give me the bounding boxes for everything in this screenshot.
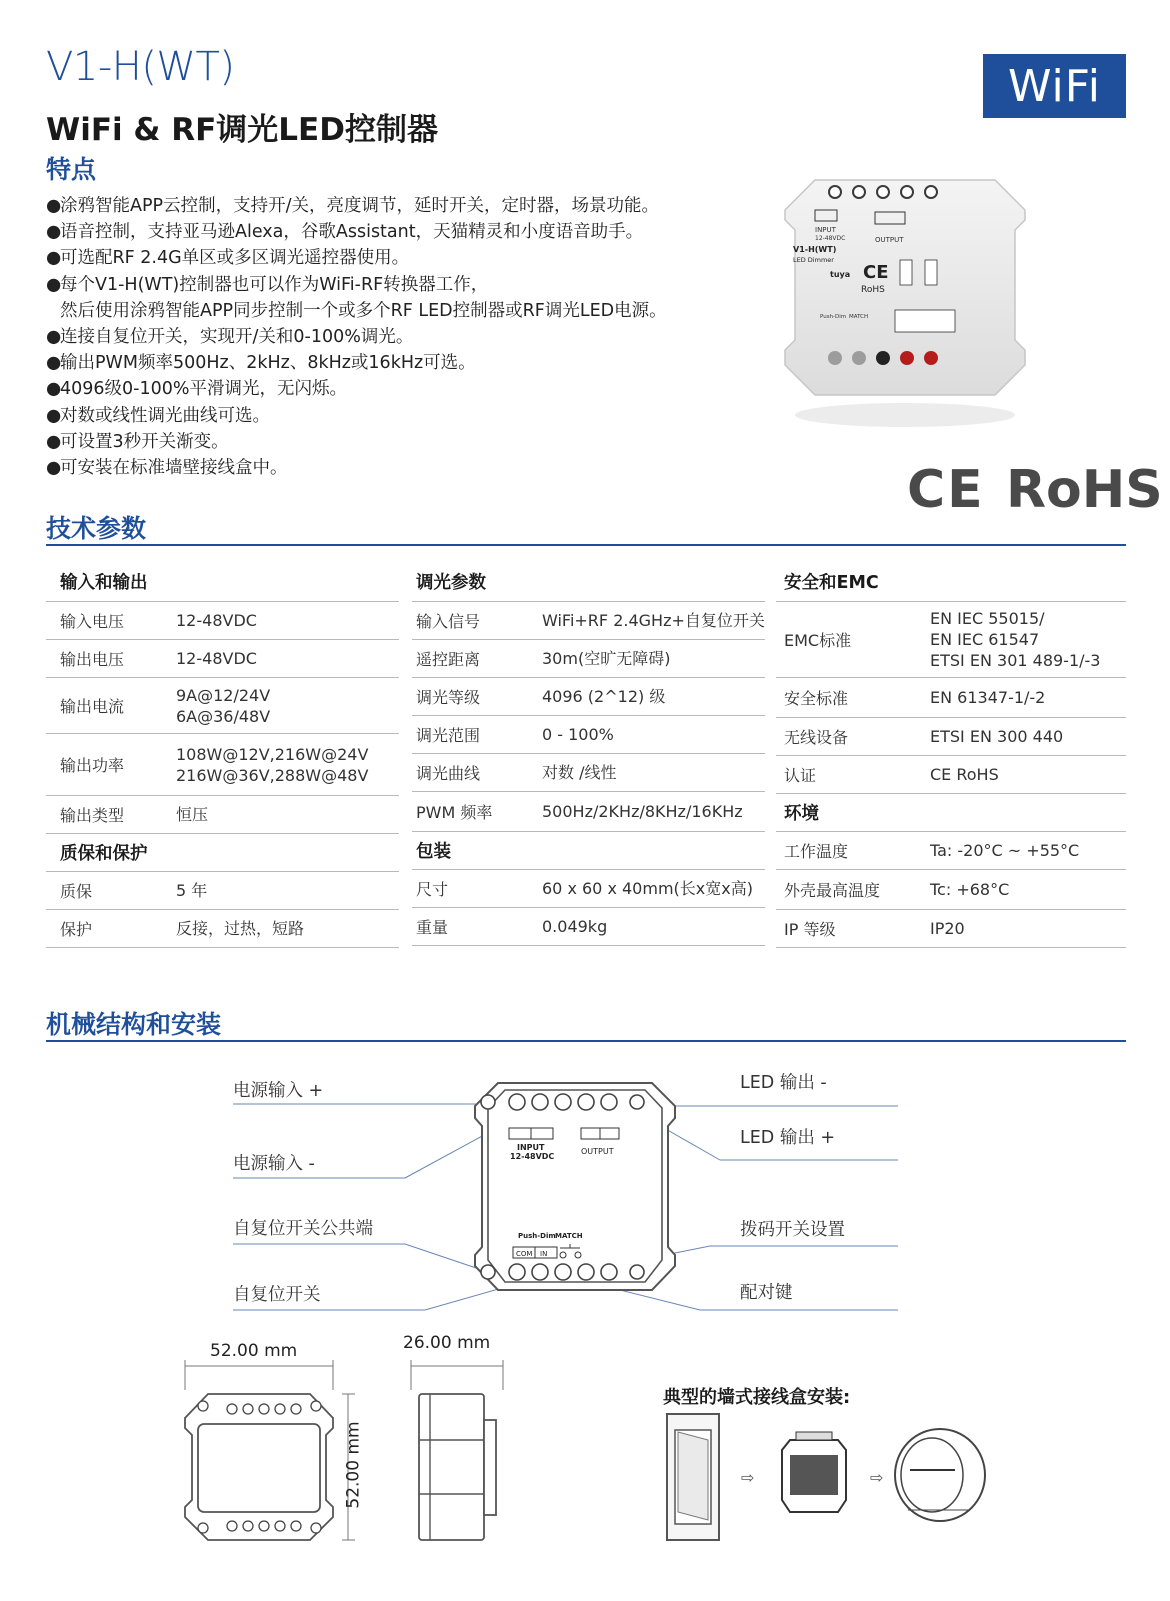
spec-row: 调光等级 4096 (2^12) 级 (412, 678, 765, 716)
svg-text:INPUT: INPUT (815, 226, 836, 234)
spec-row: 输入电压 12-48VDC (46, 602, 399, 640)
label-switch: 自复位开关 (233, 1285, 321, 1305)
spec-row: 外壳最高温度 Tc: +68°C (776, 870, 1126, 910)
mech-title: 机械结构和安装 (46, 1010, 222, 1039)
svg-text:CE: CE (863, 262, 889, 283)
feature-item: ●可选配RF 2.4G单区或多区调光遥控器使用。 (46, 248, 410, 269)
dim-width: 52.00 mm (210, 1341, 298, 1361)
ce-mark: CE (907, 460, 985, 520)
svg-text:tuya: tuya (830, 270, 851, 279)
spec-row: 输出类型 恒压 (46, 796, 399, 834)
spec-row: 保护 反接，过热，短路 (46, 910, 399, 948)
spec-head: 包装 (412, 832, 765, 870)
svg-text:12-48VDC: 12-48VDC (510, 1152, 555, 1161)
wall-install-title: 典型的墙式接线盒安装: (663, 1387, 851, 1408)
svg-text:OUTPUT: OUTPUT (581, 1147, 614, 1156)
spec-head: 安全和EMC (776, 562, 1126, 602)
spec-row: 质保 5 年 (46, 872, 399, 910)
spec-row: 认证 CE RoHS (776, 756, 1126, 794)
spec-row: 输入信号 WiFi+RF 2.4GHz+自复位开关 (412, 602, 765, 640)
feature-item: ●涂鸦智能APP云控制，支持开/关，亮度调节，延时开关，定时器，场景功能。 (46, 196, 659, 216)
module-illustration (782, 1432, 846, 1512)
label-pair-key: 配对键 (740, 1283, 793, 1303)
feature-item: ●输出PWM频率500Hz、2kHz、8kHz或16kHz可选。 (46, 353, 476, 374)
arrow-icon: ⇨ (870, 1468, 884, 1487)
spec-row: 工作温度 Ta: -20°C ~ +55°C (776, 832, 1126, 870)
svg-text:MATCH: MATCH (849, 314, 869, 320)
arrow-icon: ⇨ (741, 1468, 755, 1487)
svg-text:IN: IN (540, 1250, 548, 1258)
spec-row: EMC标准 EN IEC 55015/ EN IEC 61547 ETSI EN 301 489-1/-3 (776, 602, 1126, 678)
svg-text:12-48VDC: 12-48VDC (815, 235, 846, 242)
svg-text:MATCH: MATCH (555, 1232, 583, 1240)
spec-row: 重量 0.049kg (412, 908, 765, 946)
svg-text:Push-Dim: Push-Dim (820, 314, 847, 320)
label-led-plus: LED 输出 + (740, 1128, 836, 1148)
svg-text:OUTPUT: OUTPUT (875, 236, 904, 244)
svg-text:COM: COM (516, 1250, 533, 1258)
feature-item: ●4096级0-100%平滑调光，无闪烁。 (46, 379, 348, 400)
spec-row: PWM 频率 500Hz/2KHz/8KHz/16KHz (412, 792, 765, 832)
dimension-front-view (185, 1394, 333, 1540)
wall-box-illustration (895, 1429, 985, 1521)
dim-height: 52.00 mm (343, 1421, 364, 1509)
spec-row: 输出电压 12-48VDC (46, 640, 399, 678)
spec-row: IP 等级 IP20 (776, 910, 1126, 948)
product-subtitle: WiFi & RF调光LED控制器 (46, 112, 438, 148)
features-title: 特点 (46, 155, 97, 184)
svg-text:RoHS: RoHS (861, 285, 885, 295)
spec-row: 无线设备 ETSI EN 300 440 (776, 718, 1126, 756)
spec-head: 调光参数 (412, 562, 765, 602)
spec-row: 输出电流 9A@12/24V 6A@36/48V (46, 678, 399, 734)
spec-row: 尺寸 60 x 60 x 40mm(长x宽x高) (412, 870, 765, 908)
wifi-badge: WiFi (983, 54, 1126, 118)
model-name: V1-H(WT) (46, 44, 235, 90)
label-power-minus: 电源输入 - (233, 1154, 315, 1174)
feature-item: ●语音控制，支持亚马逊Alexa，谷歌Assistant，天猫精灵和小度语音助手。 (46, 222, 644, 243)
specs-title: 技术参数 (46, 514, 147, 543)
svg-text:V1-H(WT): V1-H(WT) (793, 245, 837, 254)
feature-item: ●可设置3秒开关渐变。 (46, 431, 229, 452)
label-power-plus: 电源输入 + (233, 1081, 324, 1101)
spec-head: 输入和输出 (46, 562, 399, 602)
rohs-mark: RoHS (1006, 460, 1163, 520)
spec-head: 环境 (776, 794, 1126, 832)
spec-head: 质保和保护 (46, 834, 399, 872)
feature-item: ●每个V1-H(WT)控制器也可以作为WiFi-RF转换器工作， (46, 274, 489, 295)
wall-switch-illustration (667, 1414, 719, 1540)
svg-text:Push-Dim: Push-Dim (518, 1232, 556, 1240)
label-switch-common: 自复位开关公共端 (233, 1219, 373, 1239)
spec-row: 安全标准 EN 61347-1/-2 (776, 678, 1126, 718)
spec-row: 遥控距离 30m(空旷无障碍) (412, 640, 765, 678)
module-outline (475, 1083, 675, 1290)
label-dip-switch: 拨码开关设置 (740, 1220, 845, 1240)
dim-depth: 26.00 mm (403, 1333, 491, 1353)
svg-text:INPUT: INPUT (517, 1143, 545, 1152)
feature-item: ●可安装在标准墙壁接线盒中。 (46, 458, 288, 479)
feature-item: ●对数或线性调光曲线可选。 (46, 405, 270, 426)
svg-text:LED Dimmer: LED Dimmer (793, 256, 834, 264)
feature-item: 然后使用涂鸦智能APP同步控制一个或多个RF LED控制器或RF调光LED电源。 (60, 300, 667, 321)
feature-item: ●连接自复位开关，实现开/关和0-100%调光。 (46, 327, 414, 348)
spec-row: 输出功率 108W@12V,216W@24V 216W@36V,288W@48V (46, 734, 399, 796)
label-led-minus: LED 输出 - (740, 1073, 827, 1093)
spec-row: 调光范围 0 - 100% (412, 716, 765, 754)
spec-row: 调光曲线 对数 /线性 (412, 754, 765, 792)
